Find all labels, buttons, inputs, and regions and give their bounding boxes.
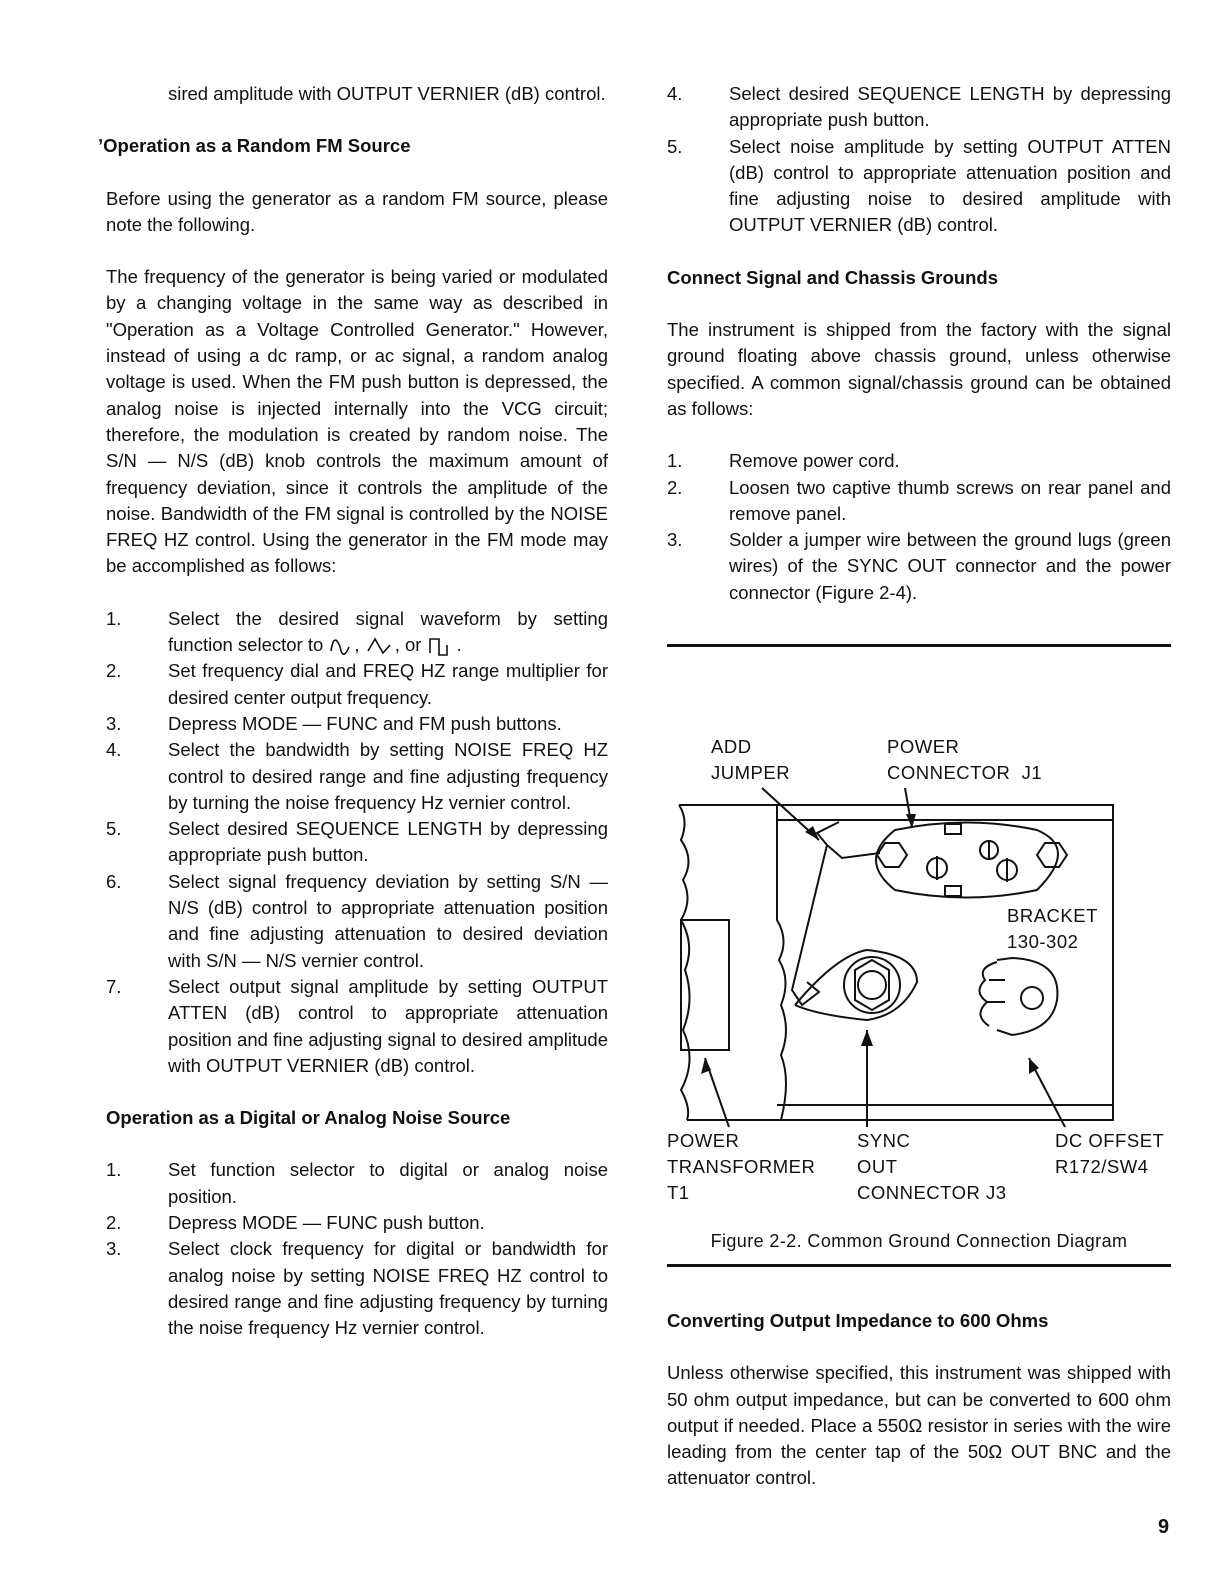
list-item: 3. Depress MODE — FUNC and FM push buttons. [106,712,562,734]
impedance-heading: Converting Output Impedance to 600 Ohms [667,1310,1049,1331]
sine-wave-icon [328,635,354,657]
list-item: 3. Select clock frequency for digital or bandwidth for analog noise by setting NOISE FREQ HZ control to desired range and fine adjusting frequency by turning the noise frequency Hz vernier control. [106,1238,608,1339]
fm-steps [106,606,608,1079]
triangle-wave-icon [365,635,395,657]
figure-bottom-rule [667,1264,1171,1267]
fm-body: The frequency of the generator is being varied or modulated by a changing voltage in the same way as described in "Operation as a Voltage Controlled Generator." However, instead of using a dc ramp, or ac signal, a random analog voltage is used. When the FM push button is depressed, the analog noise is injected internally into the VCG circuit; therefore, the modulation is created by random noise. The S/N — N/S (dB) knob controls the maximum amount of frequency deviation, since it controls the amplitude of the noise. Bandwidth of the FM signal is controlled by the NOISE FREQ HZ control. Using the generator in the FM mode may be accomplished as follows: [106,266,608,577]
page-number: 9 [1158,1516,1170,1538]
label-power-transformer: POWER TRANSFORMER T1 [667,1130,816,1203]
list-item: 2. Loosen two captive thumb screws on rear panel and remove panel. [667,476,1171,524]
fm-heading: ʼOperation as a Random FM Source [98,135,411,157]
list-item: 2. Set frequency dial and FREQ HZ range multiplier for desired center output frequency. [106,660,608,708]
square-wave-icon [427,635,457,657]
noise-steps-continued [667,81,1171,239]
list-item: 4. Select the bandwidth by setting NOISE FREQ HZ control to desired range and fine adjusting frequency by turning the noise frequency Hz vernier control. [106,739,608,813]
list-item: 7. Select output signal amplitude by setting OUTPUT ATTEN (dB) control to appropriate attenuation position and fine adjusting signal to desired amplitude with OUTPUT VERNIER (dB) control. [106,975,608,1076]
list-item: 5. Select noise amplitude by setting OUTPUT ATTEN (dB) control to appropriate attenuation position and fine adjusting noise to desired amplitude with OUTPUT VERNIER (dB) control. [667,135,1171,236]
ground-heading: Connect Signal and Chassis Grounds [667,266,998,288]
list-item: 3. Solder a jumper wire between the ground lugs (green wires) of the SYNC OUT connector and the power connector (Figure 2-4). [667,529,1171,603]
right-column-lower [667,1308,1171,1492]
ground-steps [667,448,1171,606]
noise-steps [106,1157,608,1341]
label-dc-offset: DC OFFSET R172/SW4 [1055,1130,1165,1177]
stray-mark: ʼ [98,135,104,157]
list-item: 6. Select signal frequency deviation by setting S/N — N/S (dB) control to appropriate attenuation position and fine adjusting attenuation to desired deviation with S/N — N/S vernier control. [106,870,608,971]
label-add-jumper: ADD JUMPER [711,736,791,783]
label-bracket: BRACKET 130-302 [1007,903,1098,955]
continued-text [106,81,608,107]
list-item: 1. Select the desired signal waveform by setting function selector to , , or . [106,606,608,659]
label-power-connector: POWER CONNECTOR J1 [887,736,1043,783]
continued-paragraph: sired amplitude with OUTPUT VERNIER (dB) control. [168,83,606,104]
figure-top-rule [667,644,1171,647]
impedance-body: Unless otherwise specified, this instrument was shipped with 50 ohm output impedance, but can be converted to 600 ohm output if needed. Place a 550Ω resistor in series with the wire leading from the center tap of the 50Ω OUT BNC and the attenuator control. [667,1362,1171,1489]
list-item: 1. Remove power cord. [667,450,900,472]
fm-intro: Before using the generator as a random FM source, please note the following. [106,187,608,235]
right-column [667,81,1171,647]
list-item: 5. Select desired SEQUENCE LENGTH by depressing appropriate push button. [106,818,608,866]
common-ground-diagram [667,730,1173,1203]
noise-heading: Operation as a Digital or Analog Noise Source [106,1107,511,1129]
list-item: 4. Select desired SEQUENCE LENGTH by depressing appropriate push button. [667,83,1171,131]
left-column [98,81,608,1341]
ground-body: The instrument is shipped from the factory with the signal ground floating above chassis ground, unless otherwise specified. A common signal/chassis ground can be obtained as follows: [667,319,1171,419]
label-sync-out: SYNC OUT CONNECTOR J3 [857,1130,1007,1203]
list-item: 1. Set function selector to digital or analog noise position. [106,1159,608,1207]
figure-caption: Figure 2-2. Common Ground Connection Diagram [710,1231,1128,1251]
list-item: 2. Depress MODE — FUNC push button. [106,1211,485,1233]
